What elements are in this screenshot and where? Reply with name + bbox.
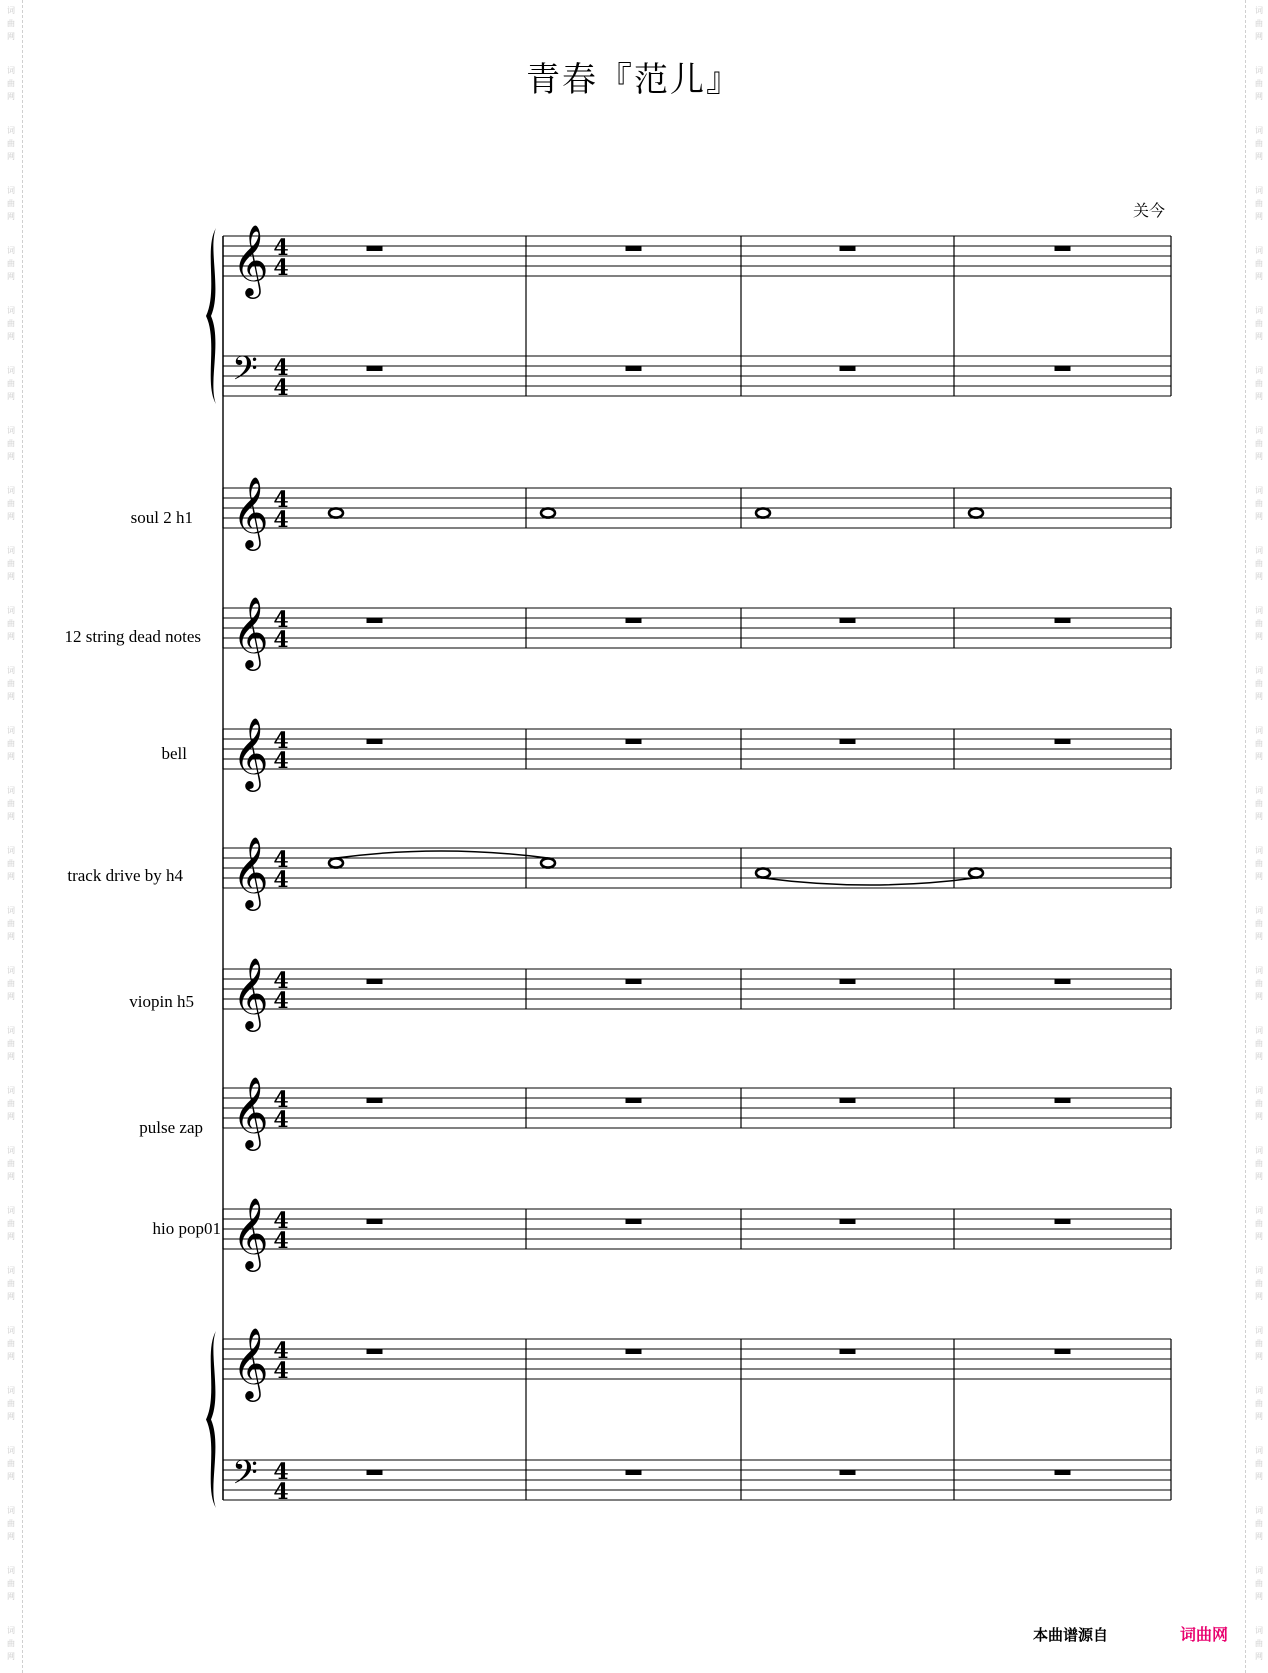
whole-rest bbox=[1055, 1349, 1071, 1354]
watermark-char: 网 bbox=[7, 632, 15, 641]
tie bbox=[763, 878, 975, 885]
watermark-char: 词 bbox=[1255, 366, 1263, 375]
watermark-char: 网 bbox=[7, 1532, 15, 1541]
time-sig-denominator: 4 bbox=[273, 1358, 289, 1384]
watermark-char: 曲 bbox=[7, 139, 15, 148]
watermark-char: 曲 bbox=[1255, 379, 1263, 388]
watermark-char: 曲 bbox=[1255, 1639, 1263, 1648]
whole-note bbox=[329, 858, 343, 867]
watermark-char: 网 bbox=[1255, 1352, 1263, 1361]
watermark-char: 词 bbox=[1255, 846, 1263, 855]
watermark-char: 曲 bbox=[7, 439, 15, 448]
watermark-char: 网 bbox=[1255, 212, 1263, 221]
whole-rest bbox=[626, 1098, 642, 1103]
watermark-char: 网 bbox=[7, 1472, 15, 1481]
treble-clef-icon: 𝄞 bbox=[232, 223, 269, 296]
watermark-char: 词 bbox=[1255, 426, 1263, 435]
watermark-char: 曲 bbox=[1255, 499, 1263, 508]
watermark-char: 曲 bbox=[7, 739, 15, 748]
treble-clef-icon: 𝄞 bbox=[232, 1075, 269, 1148]
watermark-char: 曲 bbox=[1255, 1159, 1263, 1168]
whole-rest bbox=[840, 618, 856, 623]
watermark-char: 曲 bbox=[1255, 79, 1263, 88]
whole-rest bbox=[367, 1470, 383, 1475]
whole-rest bbox=[840, 1470, 856, 1475]
watermark-char: 网 bbox=[7, 872, 15, 881]
treble-clef-icon: 𝄞 bbox=[232, 1196, 269, 1269]
watermark-char: 曲 bbox=[7, 859, 15, 868]
watermark-char: 词 bbox=[1255, 1326, 1263, 1335]
watermark-char: 网 bbox=[1255, 1232, 1263, 1241]
treble-clef-icon: 𝄞 bbox=[232, 1326, 269, 1399]
whole-rest bbox=[840, 1349, 856, 1354]
watermark-char: 词 bbox=[7, 1026, 15, 1035]
watermark-char: 曲 bbox=[7, 199, 15, 208]
instrument-label: viopin h5 bbox=[129, 992, 194, 1011]
whole-rest bbox=[626, 1349, 642, 1354]
whole-note bbox=[969, 508, 983, 517]
whole-note bbox=[756, 868, 770, 877]
watermark-char: 词 bbox=[1255, 966, 1263, 975]
footer-source-label: 本曲谱源自 bbox=[1033, 1626, 1109, 1644]
whole-note bbox=[541, 508, 555, 517]
watermark-char: 词 bbox=[1255, 666, 1263, 675]
watermark-char: 词 bbox=[1255, 606, 1263, 615]
watermark-char: 网 bbox=[1255, 812, 1263, 821]
watermark-char: 曲 bbox=[7, 1519, 15, 1528]
whole-rest bbox=[1055, 1470, 1071, 1475]
whole-note bbox=[541, 858, 555, 867]
watermark-char: 词 bbox=[7, 546, 15, 555]
watermark-char: 曲 bbox=[7, 1099, 15, 1108]
watermark-char: 网 bbox=[7, 272, 15, 281]
time-sig-numerator: 4 bbox=[273, 607, 289, 633]
watermark-char: 词 bbox=[1255, 1146, 1263, 1155]
watermark-char: 曲 bbox=[7, 1039, 15, 1048]
watermark-char: 曲 bbox=[1255, 559, 1263, 568]
watermark-char: 曲 bbox=[7, 799, 15, 808]
instrument-label: pulse zap bbox=[139, 1118, 203, 1137]
watermark-char: 词 bbox=[1255, 1026, 1263, 1035]
watermark-char: 词 bbox=[7, 366, 15, 375]
time-sig-numerator: 4 bbox=[273, 1338, 289, 1364]
instrument-label: soul 2 h1 bbox=[130, 508, 193, 527]
watermark-char: 词 bbox=[1255, 126, 1263, 135]
piano-brace bbox=[206, 228, 216, 404]
watermark-char: 曲 bbox=[1255, 1399, 1263, 1408]
watermark-char: 词 bbox=[7, 846, 15, 855]
piano-brace bbox=[206, 1331, 216, 1508]
watermark-char: 网 bbox=[1255, 1592, 1263, 1601]
time-sig-denominator: 4 bbox=[273, 255, 289, 281]
watermark-char: 词 bbox=[7, 6, 15, 15]
watermark-char: 词 bbox=[1255, 906, 1263, 915]
watermark-char: 词 bbox=[1255, 246, 1263, 255]
whole-rest bbox=[367, 246, 383, 251]
watermark-char: 网 bbox=[7, 1412, 15, 1421]
time-sig-denominator: 4 bbox=[273, 1107, 289, 1133]
watermark-char: 网 bbox=[1255, 1532, 1263, 1541]
watermark-char: 词 bbox=[7, 1146, 15, 1155]
whole-rest bbox=[1055, 246, 1071, 251]
watermark-char: 词 bbox=[1255, 1566, 1263, 1575]
watermark-char: 网 bbox=[7, 1052, 15, 1061]
whole-rest bbox=[1055, 979, 1071, 984]
time-sig-denominator: 4 bbox=[273, 627, 289, 653]
watermark-char: 曲 bbox=[1255, 259, 1263, 268]
watermark-char: 曲 bbox=[1255, 1219, 1263, 1228]
watermark-char: 网 bbox=[7, 992, 15, 1001]
watermark-char: 网 bbox=[1255, 692, 1263, 701]
whole-rest bbox=[840, 979, 856, 984]
whole-rest bbox=[367, 1349, 383, 1354]
whole-rest bbox=[367, 1098, 383, 1103]
whole-rest bbox=[840, 1098, 856, 1103]
whole-rest bbox=[626, 246, 642, 251]
watermark-char: 曲 bbox=[7, 1639, 15, 1648]
watermark-char: 词 bbox=[1255, 486, 1263, 495]
watermark-char: 网 bbox=[7, 212, 15, 221]
watermark-char: 词 bbox=[7, 1506, 15, 1515]
watermark-char: 词 bbox=[7, 1266, 15, 1275]
whole-note bbox=[969, 868, 983, 877]
watermark-char: 网 bbox=[7, 1352, 15, 1361]
watermark-char: 曲 bbox=[7, 79, 15, 88]
watermark-char: 曲 bbox=[1255, 199, 1263, 208]
watermark-char: 网 bbox=[1255, 1412, 1263, 1421]
time-sig-denominator: 4 bbox=[273, 1479, 289, 1505]
watermark-char: 网 bbox=[7, 332, 15, 341]
watermark-char: 网 bbox=[1255, 1112, 1263, 1121]
watermark-char: 曲 bbox=[7, 1219, 15, 1228]
whole-rest bbox=[626, 1470, 642, 1475]
whole-rest bbox=[367, 366, 383, 371]
watermark-char: 词 bbox=[7, 906, 15, 915]
watermark-char: 词 bbox=[1255, 1626, 1263, 1635]
tie bbox=[336, 851, 548, 858]
watermark-char: 词 bbox=[7, 486, 15, 495]
watermark-char: 网 bbox=[7, 752, 15, 761]
watermark-char: 词 bbox=[1255, 786, 1263, 795]
watermark-char: 网 bbox=[1255, 752, 1263, 761]
watermark-char: 网 bbox=[1255, 632, 1263, 641]
watermark-char: 网 bbox=[1255, 1172, 1263, 1181]
watermark-char: 网 bbox=[7, 812, 15, 821]
watermark-char: 词 bbox=[1255, 306, 1263, 315]
watermark-char: 网 bbox=[1255, 32, 1263, 41]
watermark-char: 词 bbox=[1255, 1266, 1263, 1275]
bass-clef-icon: 𝄢 bbox=[232, 1454, 258, 1500]
watermark-char: 网 bbox=[1255, 152, 1263, 161]
watermark-char: 网 bbox=[7, 1232, 15, 1241]
watermark-char: 曲 bbox=[7, 619, 15, 628]
treble-clef-icon: 𝄞 bbox=[232, 835, 269, 908]
watermark-char: 词 bbox=[7, 1446, 15, 1455]
watermark-char: 网 bbox=[7, 1592, 15, 1601]
watermark-char: 曲 bbox=[7, 499, 15, 508]
watermark-char: 词 bbox=[7, 606, 15, 615]
whole-rest bbox=[1055, 1219, 1071, 1224]
watermark-char: 曲 bbox=[1255, 1279, 1263, 1288]
watermark-char: 曲 bbox=[1255, 919, 1263, 928]
instrument-label: track drive by h4 bbox=[67, 866, 183, 885]
treble-clef-icon: 𝄞 bbox=[232, 956, 269, 1029]
time-sig-numerator: 4 bbox=[273, 1208, 289, 1234]
watermark-char: 词 bbox=[7, 246, 15, 255]
watermark-char: 词 bbox=[7, 1626, 15, 1635]
whole-rest bbox=[626, 618, 642, 623]
watermark-char: 词 bbox=[1255, 726, 1263, 735]
whole-note bbox=[756, 508, 770, 517]
watermark-char: 曲 bbox=[7, 1159, 15, 1168]
whole-rest bbox=[840, 366, 856, 371]
treble-clef-icon: 𝄞 bbox=[232, 475, 269, 548]
watermark-char: 词 bbox=[1255, 1446, 1263, 1455]
whole-rest bbox=[1055, 1098, 1071, 1103]
time-sig-numerator: 4 bbox=[273, 487, 289, 513]
watermark-char: 曲 bbox=[7, 19, 15, 28]
watermark-char: 词 bbox=[1255, 1206, 1263, 1215]
whole-rest bbox=[367, 979, 383, 984]
time-sig-denominator: 4 bbox=[273, 375, 289, 401]
page-title: 青春『范儿』 bbox=[526, 60, 742, 100]
watermark-char: 网 bbox=[7, 392, 15, 401]
watermark-char: 曲 bbox=[1255, 619, 1263, 628]
watermark-char: 网 bbox=[1255, 1652, 1263, 1661]
watermark-char: 网 bbox=[7, 572, 15, 581]
watermark-char: 网 bbox=[7, 152, 15, 161]
watermark-char: 词 bbox=[7, 186, 15, 195]
watermark-char: 词 bbox=[7, 66, 15, 75]
watermark-char: 词 bbox=[1255, 546, 1263, 555]
watermark-char: 曲 bbox=[7, 1279, 15, 1288]
watermark-char: 词 bbox=[7, 786, 15, 795]
time-sig-numerator: 4 bbox=[273, 355, 289, 381]
time-sig-numerator: 4 bbox=[273, 1459, 289, 1485]
time-sig-denominator: 4 bbox=[273, 507, 289, 533]
watermark-char: 曲 bbox=[7, 679, 15, 688]
composer-name: 关今 bbox=[1133, 201, 1166, 220]
watermark-char: 曲 bbox=[1255, 1039, 1263, 1048]
whole-rest bbox=[840, 246, 856, 251]
watermark-char: 曲 bbox=[1255, 139, 1263, 148]
watermark-char: 词 bbox=[1255, 6, 1263, 15]
watermark-char: 网 bbox=[7, 932, 15, 941]
time-sig-numerator: 4 bbox=[273, 728, 289, 754]
time-sig-numerator: 4 bbox=[273, 968, 289, 994]
watermark-char: 词 bbox=[7, 1086, 15, 1095]
whole-rest bbox=[626, 979, 642, 984]
watermark-char: 网 bbox=[1255, 1292, 1263, 1301]
watermark-char: 曲 bbox=[7, 1459, 15, 1468]
watermark-char: 网 bbox=[7, 1652, 15, 1661]
watermark-char: 词 bbox=[7, 126, 15, 135]
watermark-char: 曲 bbox=[7, 559, 15, 568]
footer-brand-link[interactable]: 词曲网 bbox=[1180, 1625, 1229, 1644]
watermark-char: 网 bbox=[1255, 992, 1263, 1001]
watermark-char: 词 bbox=[1255, 1086, 1263, 1095]
watermark-char: 词 bbox=[1255, 1506, 1263, 1515]
time-sig-denominator: 4 bbox=[273, 988, 289, 1014]
watermark-char: 网 bbox=[1255, 1052, 1263, 1061]
whole-rest bbox=[840, 1219, 856, 1224]
watermark-char: 网 bbox=[1255, 1472, 1263, 1481]
watermark-char: 曲 bbox=[1255, 19, 1263, 28]
whole-rest bbox=[1055, 618, 1071, 623]
watermark-char: 网 bbox=[7, 32, 15, 41]
watermark-char: 曲 bbox=[1255, 739, 1263, 748]
watermark-char: 曲 bbox=[1255, 1579, 1263, 1588]
watermark-char: 网 bbox=[7, 1292, 15, 1301]
watermark-char: 曲 bbox=[1255, 679, 1263, 688]
watermark-char: 词 bbox=[7, 1326, 15, 1335]
watermark-char: 曲 bbox=[1255, 439, 1263, 448]
whole-rest bbox=[1055, 366, 1071, 371]
watermark-char: 曲 bbox=[1255, 319, 1263, 328]
instrument-label: hio pop01 bbox=[152, 1219, 221, 1238]
watermark-char: 词 bbox=[7, 426, 15, 435]
whole-rest bbox=[367, 1219, 383, 1224]
whole-rest bbox=[367, 739, 383, 744]
watermark-char: 网 bbox=[7, 452, 15, 461]
watermark-char: 曲 bbox=[1255, 1339, 1263, 1348]
watermark-char: 曲 bbox=[7, 319, 15, 328]
treble-clef-icon: 𝄞 bbox=[232, 595, 269, 668]
whole-rest bbox=[626, 366, 642, 371]
watermark-char: 词 bbox=[7, 1206, 15, 1215]
watermark-char: 网 bbox=[1255, 872, 1263, 881]
treble-clef-icon: 𝄞 bbox=[232, 716, 269, 789]
whole-rest bbox=[1055, 739, 1071, 744]
time-sig-denominator: 4 bbox=[273, 867, 289, 893]
whole-rest bbox=[367, 618, 383, 623]
watermark-char: 词 bbox=[7, 666, 15, 675]
watermark-char: 曲 bbox=[1255, 1459, 1263, 1468]
watermark-char: 曲 bbox=[7, 1579, 15, 1588]
watermark-char: 网 bbox=[7, 512, 15, 521]
watermark-char: 词 bbox=[7, 726, 15, 735]
watermark-char: 词 bbox=[7, 1386, 15, 1395]
watermark-char: 曲 bbox=[7, 259, 15, 268]
whole-rest bbox=[840, 739, 856, 744]
watermark-char: 曲 bbox=[1255, 979, 1263, 988]
watermark-char: 曲 bbox=[7, 919, 15, 928]
watermark-char: 网 bbox=[1255, 272, 1263, 281]
watermark-char: 网 bbox=[7, 1112, 15, 1121]
instrument-label: 12 string dead notes bbox=[64, 627, 201, 646]
watermark-char: 网 bbox=[7, 692, 15, 701]
watermark-char: 网 bbox=[1255, 332, 1263, 341]
whole-note bbox=[329, 508, 343, 517]
instrument-label: bell bbox=[161, 744, 187, 763]
whole-rest bbox=[626, 1219, 642, 1224]
time-sig-numerator: 4 bbox=[273, 1087, 289, 1113]
watermark-char: 词 bbox=[1255, 1386, 1263, 1395]
watermark-char: 网 bbox=[1255, 932, 1263, 941]
watermark-char: 词 bbox=[7, 966, 15, 975]
watermark-char: 网 bbox=[1255, 572, 1263, 581]
watermark-char: 曲 bbox=[1255, 799, 1263, 808]
whole-rest bbox=[626, 739, 642, 744]
watermark-char: 网 bbox=[1255, 92, 1263, 101]
watermark-char: 网 bbox=[7, 92, 15, 101]
watermark-char: 网 bbox=[1255, 512, 1263, 521]
watermark-char: 网 bbox=[1255, 452, 1263, 461]
time-sig-numerator: 4 bbox=[273, 847, 289, 873]
watermark-char: 曲 bbox=[7, 1399, 15, 1408]
watermark-char: 词 bbox=[1255, 186, 1263, 195]
watermark-char: 曲 bbox=[1255, 859, 1263, 868]
watermark-char: 曲 bbox=[7, 379, 15, 388]
watermark-char: 词 bbox=[7, 1566, 15, 1575]
watermark-char: 曲 bbox=[7, 1339, 15, 1348]
watermark-char: 曲 bbox=[1255, 1519, 1263, 1528]
watermark-char: 曲 bbox=[1255, 1099, 1263, 1108]
time-sig-denominator: 4 bbox=[273, 748, 289, 774]
time-sig-numerator: 4 bbox=[273, 235, 289, 261]
watermark-char: 网 bbox=[1255, 392, 1263, 401]
watermark-char: 曲 bbox=[7, 979, 15, 988]
watermark-char: 网 bbox=[7, 1172, 15, 1181]
time-sig-denominator: 4 bbox=[273, 1228, 289, 1254]
bass-clef-icon: 𝄢 bbox=[232, 350, 258, 396]
watermark-char: 词 bbox=[7, 306, 15, 315]
watermark-char: 词 bbox=[1255, 66, 1263, 75]
